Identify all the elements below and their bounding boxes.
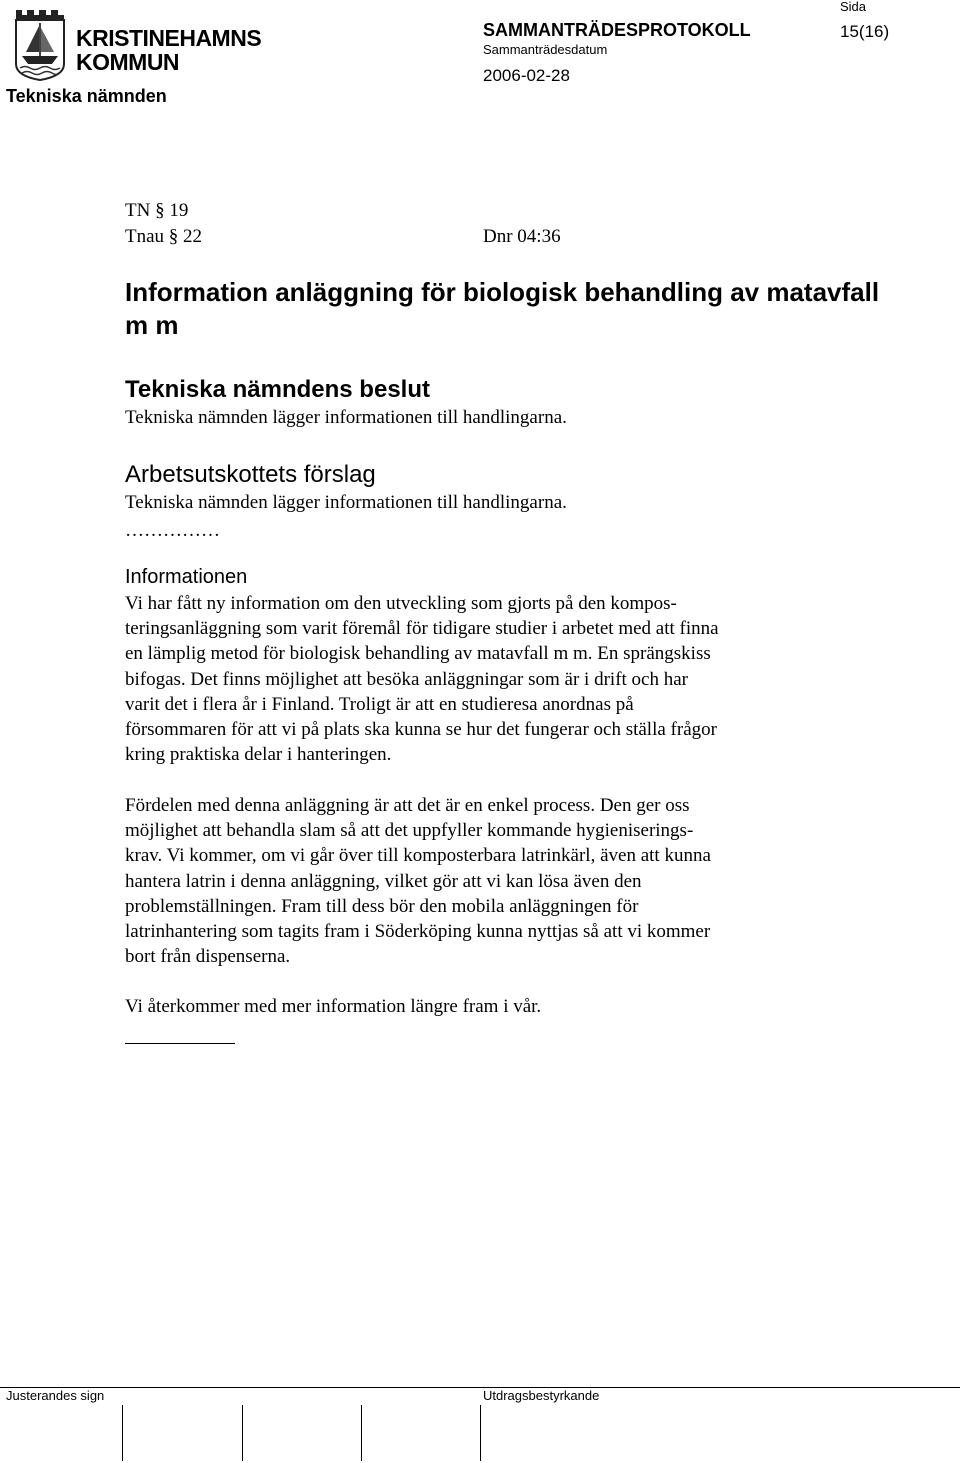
decision-text: Tekniska nämnden lägger informationen till handlingarna.: [125, 407, 567, 428]
document-type: SAMMANTRÄDESPROTOKOLL: [483, 20, 751, 40]
separator-dots: ……………: [125, 520, 220, 541]
coat-of-arms-logo: [12, 6, 68, 82]
paragraph-line: hantera latrin i denna anläggning, vilket gör att vi kan lösa även den: [125, 870, 642, 892]
page-label: Sida: [840, 0, 867, 14]
information-heading: Informationen: [125, 566, 248, 588]
paragraph-line: latrinhantering som tagits fram i Söderköping kunna nyttjas så att vi kommer: [125, 921, 711, 943]
paragraph-line: teringsanläggning som varit föremål för tidigare studier i arbetet med att finna: [125, 618, 719, 640]
information-paragraph-1: [125, 591, 825, 767]
case-title: Information anläggning för biologisk behandling av matavfall m m: [125, 277, 880, 340]
footer-divider: [0, 1387, 960, 1388]
diary-number: Dnr 04:36: [483, 226, 561, 247]
paragraph-line: Fördelen med denna anläggning är att det är en enkel process. Den ger oss: [125, 795, 690, 816]
decision-heading: Tekniska nämndens beslut: [125, 376, 430, 403]
proposal-heading: Arbetsutskottets förslag: [125, 461, 376, 488]
paragraph-line: bifogas. Det finns möjlighet att besöka anläggningar som är i drift och har: [125, 668, 688, 690]
page-number: 15(16): [840, 22, 890, 41]
proposal-text: Tekniska nämnden lägger informationen till handlingarna.: [125, 492, 567, 513]
brand-name-line2: KOMMUN: [76, 49, 180, 75]
information-paragraph-2: [125, 793, 825, 969]
reference-tn: TN § 19: [125, 200, 189, 221]
paragraph-line: försommaren för att vi på plats ska kunna se hur det fungerar och ställa frågor: [125, 719, 717, 741]
paragraph-line: problemställningen. Fram till dess bör den mobila anläggningen för: [125, 895, 639, 917]
signature-box-divider: [480, 1405, 481, 1461]
brand-name-line1: KRISTINEHAMNS: [76, 25, 262, 51]
meeting-date: 2006-02-28: [483, 66, 570, 85]
paragraph-line: en lämplig metod för biologisk behandling av matavfall m m. En sprängskiss: [125, 643, 711, 665]
committee-name: Tekniska nämnden: [6, 86, 167, 106]
paragraph-line: möjlighet att behandla slam så att det uppfyller kommande hygieniserings-: [125, 820, 694, 842]
signature-label: Justerandes sign: [6, 1388, 105, 1403]
signature-box-divider: [242, 1405, 243, 1461]
paragraph-line: Vi har fått ny information om den utveckling som gjorts på den kompos-: [125, 593, 677, 614]
information-paragraph-3: Vi återkommer med mer information längre fram i vår.: [125, 996, 542, 1017]
signature-box-divider: [361, 1405, 362, 1461]
end-rule: [125, 1043, 235, 1044]
paragraph-line: bort från dispenserna.: [125, 946, 291, 968]
meeting-date-label: Sammanträdesdatum: [483, 42, 608, 57]
paragraph-line: kring praktiska delar i hanteringen.: [125, 744, 392, 766]
signature-box-divider: [122, 1405, 123, 1461]
reference-tnau: Tnau § 22: [125, 226, 203, 247]
extract-certification-label: Utdragsbestyrkande: [483, 1388, 600, 1403]
paragraph-line: varit det i flera år i Finland. Troligt är att en studieresa anordnas på: [125, 693, 634, 715]
paragraph-line: krav. Vi kommer, om vi går över till komposterbara latrinkärl, även att kunna: [125, 845, 711, 867]
